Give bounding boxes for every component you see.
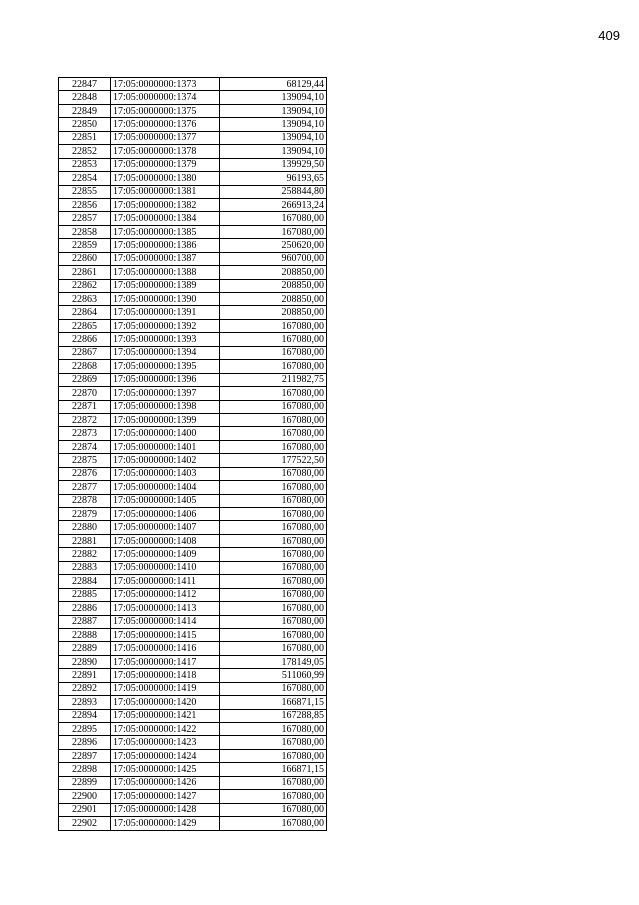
cadastral-number-cell: 17:05:0000000:1429: [111, 817, 220, 830]
row-number-cell: 22847: [59, 78, 111, 91]
table-row: [59, 427, 327, 440]
cadastral-number-cell: 17:05:0000000:1380: [111, 172, 220, 185]
table-row: [59, 723, 327, 736]
amount-cell: 167080,00: [220, 561, 327, 574]
table-row: [59, 118, 327, 131]
table-row: [59, 682, 327, 695]
row-number-cell: 22880: [59, 521, 111, 534]
table-row: [59, 306, 327, 319]
amount-cell: 167080,00: [220, 776, 327, 789]
cadastral-number-cell: 17:05:0000000:1407: [111, 521, 220, 534]
table-row: [59, 467, 327, 480]
table-row: [59, 225, 327, 238]
row-number-cell: 22869: [59, 373, 111, 386]
amount-cell: 167080,00: [220, 803, 327, 816]
amount-cell: 167080,00: [220, 534, 327, 547]
row-number-cell: 22854: [59, 172, 111, 185]
row-number-cell: 22893: [59, 696, 111, 709]
table-row: [59, 266, 327, 279]
amount-cell: 167080,00: [220, 548, 327, 561]
amount-cell: 167080,00: [220, 481, 327, 494]
amount-cell: 177522,50: [220, 454, 327, 467]
row-number-cell: 22888: [59, 628, 111, 641]
row-number-cell: 22863: [59, 293, 111, 306]
cadastral-number-cell: 17:05:0000000:1409: [111, 548, 220, 561]
row-number-cell: 22877: [59, 481, 111, 494]
cadastral-number-cell: 17:05:0000000:1408: [111, 534, 220, 547]
row-number-cell: 22900: [59, 790, 111, 803]
amount-cell: 167080,00: [220, 319, 327, 332]
table-row: [59, 454, 327, 467]
row-number-cell: 22853: [59, 158, 111, 171]
row-number-cell: 22873: [59, 427, 111, 440]
table-row: [59, 104, 327, 117]
row-number-cell: 22865: [59, 319, 111, 332]
cadastral-number-cell: 17:05:0000000:1387: [111, 252, 220, 265]
table-row: [59, 131, 327, 144]
amount-cell: 167080,00: [220, 575, 327, 588]
amount-cell: 167080,00: [220, 494, 327, 507]
cadastral-number-cell: 17:05:0000000:1398: [111, 400, 220, 413]
cadastral-number-cell: 17:05:0000000:1393: [111, 333, 220, 346]
cadastral-number-cell: 17:05:0000000:1421: [111, 709, 220, 722]
cadastral-number-cell: 17:05:0000000:1418: [111, 669, 220, 682]
amount-cell: 167080,00: [220, 790, 327, 803]
amount-cell: 167080,00: [220, 387, 327, 400]
cadastral-number-cell: 17:05:0000000:1402: [111, 454, 220, 467]
table-row: [59, 145, 327, 158]
row-number-cell: 22876: [59, 467, 111, 480]
amount-cell: 167288,85: [220, 709, 327, 722]
row-number-cell: 22848: [59, 91, 111, 104]
amount-cell: 139094,10: [220, 118, 327, 131]
amount-cell: 167080,00: [220, 628, 327, 641]
amount-cell: 167080,00: [220, 642, 327, 655]
table-row: [59, 817, 327, 830]
table-row: [59, 239, 327, 252]
amount-cell: 167080,00: [220, 736, 327, 749]
cadastral-number-cell: 17:05:0000000:1413: [111, 602, 220, 615]
row-number-cell: 22860: [59, 252, 111, 265]
cadastral-number-cell: 17:05:0000000:1374: [111, 91, 220, 104]
amount-cell: 167080,00: [220, 602, 327, 615]
row-number-cell: 22892: [59, 682, 111, 695]
cadastral-number-cell: 17:05:0000000:1385: [111, 225, 220, 238]
table-row: [59, 548, 327, 561]
table-row: [59, 736, 327, 749]
row-number-cell: 22849: [59, 104, 111, 117]
table-body: [59, 78, 327, 831]
amount-cell: 250620,00: [220, 239, 327, 252]
data-table: [58, 77, 327, 831]
row-number-cell: 22896: [59, 736, 111, 749]
row-number-cell: 22867: [59, 346, 111, 359]
table-row: [59, 709, 327, 722]
cadastral-number-cell: 17:05:0000000:1412: [111, 588, 220, 601]
cadastral-number-cell: 17:05:0000000:1428: [111, 803, 220, 816]
amount-cell: 167080,00: [220, 360, 327, 373]
cadastral-number-cell: 17:05:0000000:1410: [111, 561, 220, 574]
cadastral-number-cell: 17:05:0000000:1401: [111, 440, 220, 453]
cadastral-number-cell: 17:05:0000000:1388: [111, 266, 220, 279]
cadastral-number-cell: 17:05:0000000:1399: [111, 413, 220, 426]
table-row: [59, 575, 327, 588]
table-row: [59, 481, 327, 494]
cadastral-number-cell: 17:05:0000000:1373: [111, 78, 220, 91]
amount-cell: 167080,00: [220, 723, 327, 736]
row-number-cell: 22899: [59, 776, 111, 789]
table-row: [59, 91, 327, 104]
row-number-cell: 22891: [59, 669, 111, 682]
cadastral-number-cell: 17:05:0000000:1420: [111, 696, 220, 709]
table-row: [59, 534, 327, 547]
row-number-cell: 22901: [59, 803, 111, 816]
amount-cell: 167080,00: [220, 749, 327, 762]
cadastral-number-cell: 17:05:0000000:1403: [111, 467, 220, 480]
cadastral-number-cell: 17:05:0000000:1391: [111, 306, 220, 319]
amount-cell: 139094,10: [220, 131, 327, 144]
row-number-cell: 22857: [59, 212, 111, 225]
row-number-cell: 22889: [59, 642, 111, 655]
row-number-cell: 22883: [59, 561, 111, 574]
cadastral-number-cell: 17:05:0000000:1390: [111, 293, 220, 306]
amount-cell: 208850,00: [220, 293, 327, 306]
cadastral-number-cell: 17:05:0000000:1404: [111, 481, 220, 494]
table-row: [59, 655, 327, 668]
amount-cell: 167080,00: [220, 346, 327, 359]
row-number-cell: 22881: [59, 534, 111, 547]
table-row: [59, 78, 327, 91]
cadastral-number-cell: 17:05:0000000:1378: [111, 145, 220, 158]
row-number-cell: 22902: [59, 817, 111, 830]
table-row: [59, 508, 327, 521]
cadastral-number-cell: 17:05:0000000:1414: [111, 615, 220, 628]
cadastral-number-cell: 17:05:0000000:1386: [111, 239, 220, 252]
row-number-cell: 22879: [59, 508, 111, 521]
cadastral-number-cell: 17:05:0000000:1405: [111, 494, 220, 507]
amount-cell: 139929,50: [220, 158, 327, 171]
amount-cell: 166871,15: [220, 696, 327, 709]
table-row: [59, 602, 327, 615]
table-row: [59, 803, 327, 816]
row-number-cell: 22858: [59, 225, 111, 238]
cadastral-number-cell: 17:05:0000000:1382: [111, 198, 220, 211]
table-row: [59, 749, 327, 762]
amount-cell: 139094,10: [220, 91, 327, 104]
table-row: [59, 521, 327, 534]
amount-cell: 208850,00: [220, 306, 327, 319]
row-number-cell: 22850: [59, 118, 111, 131]
table-row: [59, 373, 327, 386]
table-row: [59, 319, 327, 332]
amount-cell: 167080,00: [220, 682, 327, 695]
table-row: [59, 346, 327, 359]
table-row: [59, 763, 327, 776]
amount-cell: 167080,00: [220, 508, 327, 521]
row-number-cell: 22884: [59, 575, 111, 588]
row-number-cell: 22882: [59, 548, 111, 561]
amount-cell: 167080,00: [220, 467, 327, 480]
table-row: [59, 628, 327, 641]
amount-cell: 208850,00: [220, 266, 327, 279]
amount-cell: 68129,44: [220, 78, 327, 91]
row-number-cell: 22855: [59, 185, 111, 198]
cadastral-number-cell: 17:05:0000000:1419: [111, 682, 220, 695]
row-number-cell: 22868: [59, 360, 111, 373]
row-number-cell: 22897: [59, 749, 111, 762]
table-row: [59, 588, 327, 601]
amount-cell: 167080,00: [220, 413, 327, 426]
amount-cell: 511060,99: [220, 669, 327, 682]
cadastral-number-cell: 17:05:0000000:1381: [111, 185, 220, 198]
cadastral-number-cell: 17:05:0000000:1396: [111, 373, 220, 386]
row-number-cell: 22887: [59, 615, 111, 628]
table-row: [59, 333, 327, 346]
cadastral-number-cell: 17:05:0000000:1376: [111, 118, 220, 131]
cadastral-number-cell: 17:05:0000000:1417: [111, 655, 220, 668]
row-number-cell: 22866: [59, 333, 111, 346]
table-row: [59, 387, 327, 400]
cadastral-number-cell: 17:05:0000000:1426: [111, 776, 220, 789]
table-row: [59, 198, 327, 211]
table-row: [59, 790, 327, 803]
table-row: [59, 494, 327, 507]
cadastral-number-cell: 17:05:0000000:1415: [111, 628, 220, 641]
row-number-cell: 22890: [59, 655, 111, 668]
table-row: [59, 279, 327, 292]
table-row: [59, 158, 327, 171]
cadastral-number-cell: 17:05:0000000:1416: [111, 642, 220, 655]
table-row: [59, 293, 327, 306]
row-number-cell: 22878: [59, 494, 111, 507]
amount-cell: 167080,00: [220, 615, 327, 628]
table-row: [59, 413, 327, 426]
amount-cell: 139094,10: [220, 104, 327, 117]
amount-cell: 167080,00: [220, 333, 327, 346]
row-number-cell: 22861: [59, 266, 111, 279]
row-number-cell: 22870: [59, 387, 111, 400]
cadastral-number-cell: 17:05:0000000:1406: [111, 508, 220, 521]
row-number-cell: 22851: [59, 131, 111, 144]
cadastral-number-cell: 17:05:0000000:1425: [111, 763, 220, 776]
page-number: 409: [598, 28, 620, 43]
row-number-cell: 22852: [59, 145, 111, 158]
table-row: [59, 172, 327, 185]
row-number-cell: 22898: [59, 763, 111, 776]
cadastral-number-cell: 17:05:0000000:1394: [111, 346, 220, 359]
row-number-cell: 22894: [59, 709, 111, 722]
cadastral-number-cell: 17:05:0000000:1389: [111, 279, 220, 292]
table-row: [59, 212, 327, 225]
amount-cell: 167080,00: [220, 521, 327, 534]
amount-cell: 96193,65: [220, 172, 327, 185]
table-row: [59, 561, 327, 574]
amount-cell: 167080,00: [220, 817, 327, 830]
table-row: [59, 440, 327, 453]
table-row: [59, 642, 327, 655]
amount-cell: 167080,00: [220, 400, 327, 413]
row-number-cell: 22864: [59, 306, 111, 319]
cadastral-number-cell: 17:05:0000000:1422: [111, 723, 220, 736]
cadastral-number-cell: 17:05:0000000:1379: [111, 158, 220, 171]
cadastral-number-cell: 17:05:0000000:1411: [111, 575, 220, 588]
cadastral-number-cell: 17:05:0000000:1427: [111, 790, 220, 803]
row-number-cell: 22859: [59, 239, 111, 252]
row-number-cell: 22895: [59, 723, 111, 736]
amount-cell: 167080,00: [220, 212, 327, 225]
amount-cell: 208850,00: [220, 279, 327, 292]
amount-cell: 139094,10: [220, 145, 327, 158]
cadastral-number-cell: 17:05:0000000:1377: [111, 131, 220, 144]
cadastral-number-cell: 17:05:0000000:1384: [111, 212, 220, 225]
cadastral-number-cell: 17:05:0000000:1423: [111, 736, 220, 749]
amount-cell: 178149,05: [220, 655, 327, 668]
cadastral-number-cell: 17:05:0000000:1397: [111, 387, 220, 400]
amount-cell: 266913,24: [220, 198, 327, 211]
cadastral-number-cell: 17:05:0000000:1392: [111, 319, 220, 332]
row-number-cell: 22874: [59, 440, 111, 453]
row-number-cell: 22871: [59, 400, 111, 413]
cadastral-number-cell: 17:05:0000000:1424: [111, 749, 220, 762]
table-row: [59, 696, 327, 709]
amount-cell: 166871,15: [220, 763, 327, 776]
cadastral-number-cell: 17:05:0000000:1395: [111, 360, 220, 373]
table-row: [59, 615, 327, 628]
cadastral-number-cell: 17:05:0000000:1400: [111, 427, 220, 440]
amount-cell: 258844,80: [220, 185, 327, 198]
amount-cell: 211982,75: [220, 373, 327, 386]
amount-cell: 167080,00: [220, 440, 327, 453]
cadastral-number-cell: 17:05:0000000:1375: [111, 104, 220, 117]
row-number-cell: 22856: [59, 198, 111, 211]
table-row: [59, 185, 327, 198]
table-row: [59, 669, 327, 682]
row-number-cell: 22872: [59, 413, 111, 426]
table-row: [59, 400, 327, 413]
table-row: [59, 252, 327, 265]
row-number-cell: 22885: [59, 588, 111, 601]
amount-cell: 167080,00: [220, 427, 327, 440]
amount-cell: 167080,00: [220, 225, 327, 238]
table-row: [59, 360, 327, 373]
amount-cell: 167080,00: [220, 588, 327, 601]
table-row: [59, 776, 327, 789]
row-number-cell: 22886: [59, 602, 111, 615]
amount-cell: 960700,00: [220, 252, 327, 265]
row-number-cell: 22875: [59, 454, 111, 467]
row-number-cell: 22862: [59, 279, 111, 292]
